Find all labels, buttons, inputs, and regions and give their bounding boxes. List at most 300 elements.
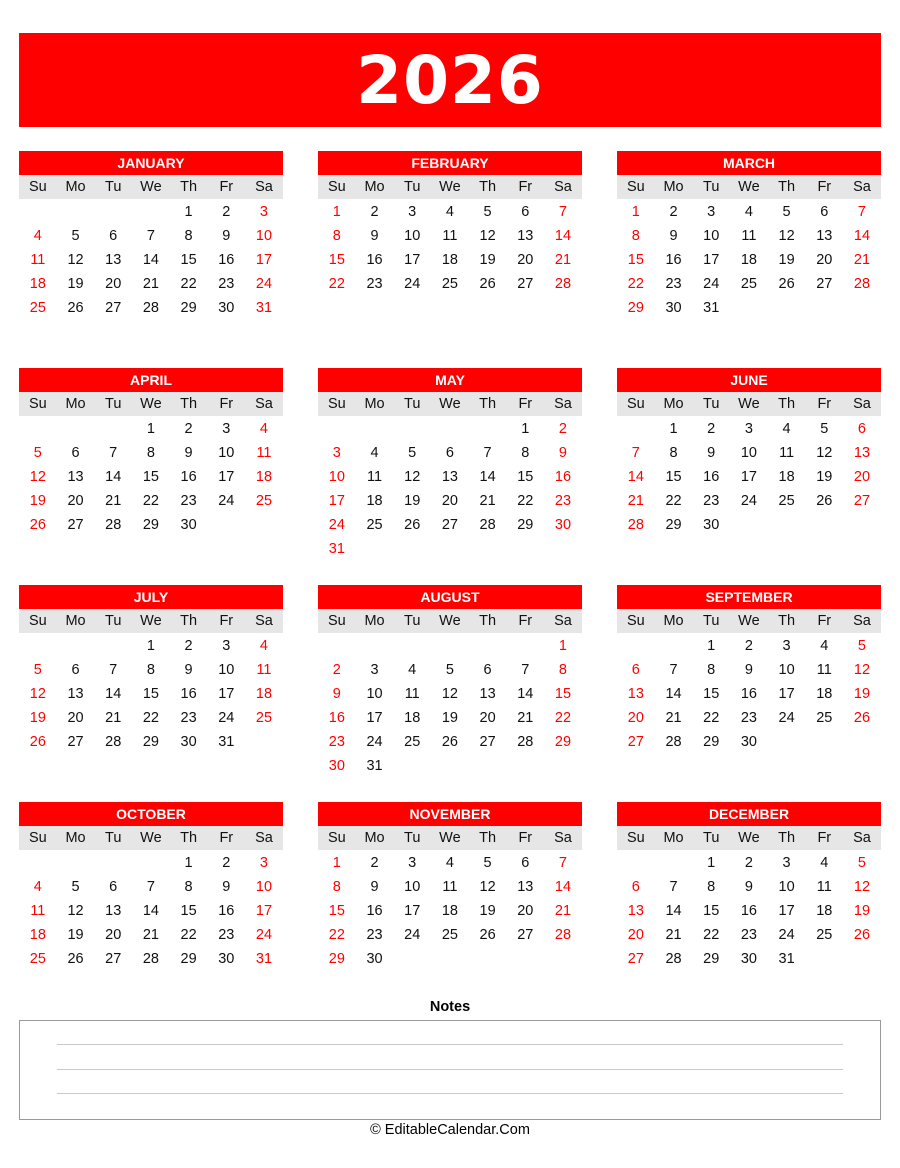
- weekday-label: Sa: [554, 396, 572, 412]
- day-cell: 25: [778, 493, 795, 509]
- day-cell: 1: [707, 638, 716, 654]
- footer-copyright: © EditableCalendar.Com: [370, 1122, 530, 1138]
- day-cell: 26: [479, 276, 496, 292]
- weekday-label: Tu: [703, 613, 720, 629]
- day-cell: 21: [554, 252, 572, 268]
- weekday-label: Mo: [65, 613, 86, 629]
- day-cell: 9: [669, 228, 678, 244]
- day-cell: 12: [816, 445, 833, 461]
- weekday-label: Su: [28, 613, 47, 629]
- day-cell: 23: [366, 927, 383, 943]
- empty-day-cell: [19, 200, 57, 224]
- weekday-label: Su: [626, 613, 645, 629]
- day-cell: 10: [703, 228, 720, 244]
- day-cell: 28: [142, 300, 159, 316]
- day-cell: 14: [554, 228, 572, 244]
- day-cell: 8: [521, 445, 530, 461]
- weekday-label: Mo: [364, 179, 385, 195]
- day-cell: 6: [631, 662, 640, 678]
- day-cell: 19: [441, 710, 458, 726]
- day-cell: 11: [30, 903, 46, 919]
- day-cell: 11: [404, 686, 420, 702]
- day-cell: 21: [554, 903, 572, 919]
- day-cell: 3: [782, 638, 791, 654]
- day-cell: 14: [665, 903, 682, 919]
- day-cell: 24: [218, 710, 235, 726]
- day-cell: 15: [180, 252, 197, 268]
- weekday-label: We: [140, 613, 162, 629]
- empty-day-cell: [469, 417, 507, 441]
- empty-day-cell: [431, 417, 469, 441]
- day-cell: 30: [554, 517, 572, 533]
- day-cell: 28: [853, 276, 871, 292]
- day-cell: 7: [558, 204, 567, 220]
- day-cell: 20: [67, 710, 84, 726]
- weekday-label: Tu: [105, 613, 122, 629]
- day-cell: 6: [820, 204, 829, 220]
- day-cell: 21: [142, 276, 159, 292]
- day-cell: 12: [404, 469, 421, 485]
- weekday-label: Su: [626, 179, 645, 195]
- day-cell: 10: [328, 469, 345, 485]
- day-grid: [318, 416, 582, 561]
- day-cell: 15: [703, 903, 720, 919]
- day-cell: 8: [146, 662, 155, 678]
- empty-day-cell: [318, 417, 356, 441]
- weekday-label: Mo: [65, 179, 86, 195]
- day-cell: 20: [441, 493, 458, 509]
- weekday-label: Sa: [853, 179, 871, 195]
- weekday-label: Fr: [817, 179, 832, 195]
- day-cell: 17: [218, 469, 235, 485]
- day-cell: 27: [67, 517, 84, 533]
- empty-day-cell: [617, 417, 655, 441]
- day-cell: 17: [703, 252, 720, 268]
- day-cell: 19: [853, 686, 871, 702]
- month-january: [19, 151, 283, 320]
- weekday-header-row: [617, 392, 881, 416]
- day-cell: 23: [366, 276, 383, 292]
- day-cell: 28: [105, 517, 122, 533]
- day-cell: 17: [328, 493, 345, 509]
- month-june: [617, 368, 881, 537]
- day-cell: 25: [255, 493, 273, 509]
- day-cell: 16: [180, 686, 197, 702]
- day-cell: 1: [558, 638, 567, 654]
- day-cell: 18: [441, 903, 458, 919]
- weekday-label: Fr: [817, 830, 832, 846]
- day-cell: 12: [853, 662, 871, 678]
- day-cell: 29: [142, 734, 159, 750]
- day-cell: 8: [707, 662, 716, 678]
- day-cell: 1: [521, 421, 530, 437]
- day-cell: 2: [744, 855, 753, 871]
- day-cell: 13: [105, 903, 122, 919]
- day-cell: 5: [445, 662, 454, 678]
- day-cell: 11: [367, 469, 383, 485]
- day-cell: 14: [517, 686, 534, 702]
- day-cell: 29: [180, 951, 197, 967]
- month-july: [19, 585, 283, 754]
- day-cell: 13: [67, 469, 84, 485]
- day-cell: 19: [816, 469, 833, 485]
- month-header: MAY: [318, 368, 582, 392]
- day-cell: 1: [146, 638, 155, 654]
- day-cell: 26: [404, 517, 421, 533]
- weekday-label: Th: [180, 613, 198, 629]
- day-cell: 6: [445, 445, 454, 461]
- day-cell: 20: [479, 710, 496, 726]
- day-cell: 15: [180, 903, 197, 919]
- day-cell: 5: [71, 228, 80, 244]
- day-cell: 9: [370, 228, 379, 244]
- weekday-label: Tu: [404, 179, 421, 195]
- weekday-label: Mo: [663, 830, 684, 846]
- day-cell: 7: [109, 445, 118, 461]
- day-cell: 10: [778, 879, 795, 895]
- month-february: [318, 151, 582, 296]
- day-cell: 16: [328, 710, 345, 726]
- empty-day-cell: [655, 851, 693, 875]
- day-cell: 8: [332, 228, 341, 244]
- day-cell: 19: [778, 252, 795, 268]
- day-cell: 1: [669, 421, 678, 437]
- day-cell: 4: [445, 204, 454, 220]
- day-cell: 1: [146, 421, 155, 437]
- day-cell: 15: [703, 686, 720, 702]
- month-may: [318, 368, 582, 561]
- day-grid: [19, 850, 283, 971]
- empty-day-cell: [57, 417, 95, 441]
- day-cell: 20: [627, 927, 644, 943]
- weekday-label: Sa: [853, 613, 871, 629]
- day-cell: 27: [816, 276, 833, 292]
- day-cell: 5: [33, 445, 42, 461]
- day-cell: 3: [370, 662, 379, 678]
- day-cell: 17: [404, 252, 421, 268]
- weekday-label: Mo: [65, 396, 86, 412]
- weekday-label: Mo: [663, 396, 684, 412]
- weekday-label: Th: [479, 179, 497, 195]
- month-october: [19, 802, 283, 971]
- day-cell: 2: [332, 662, 341, 678]
- weekday-label: We: [439, 396, 461, 412]
- day-cell: 13: [853, 445, 871, 461]
- month-header: AUGUST: [318, 585, 582, 609]
- month-november: [318, 802, 582, 971]
- day-cell: 22: [554, 710, 572, 726]
- day-cell: 24: [778, 710, 795, 726]
- weekday-header-row: [19, 392, 283, 416]
- day-cell: 3: [222, 638, 231, 654]
- weekday-label: Th: [778, 396, 796, 412]
- day-cell: 10: [218, 662, 235, 678]
- day-cell: 30: [218, 300, 235, 316]
- day-cell: 25: [29, 951, 46, 967]
- day-cell: 18: [255, 469, 273, 485]
- year-title: 2026: [356, 41, 544, 119]
- day-cell: 24: [703, 276, 720, 292]
- day-cell: 23: [703, 493, 720, 509]
- day-cell: 9: [558, 445, 567, 461]
- day-cell: 7: [669, 879, 678, 895]
- note-line: [57, 1069, 843, 1070]
- day-cell: 26: [778, 276, 795, 292]
- weekday-label: Mo: [364, 830, 385, 846]
- day-cell: 17: [778, 903, 795, 919]
- day-cell: 4: [259, 421, 268, 437]
- weekday-label: Su: [327, 830, 346, 846]
- month-december: [617, 802, 881, 971]
- day-cell: 23: [554, 493, 572, 509]
- day-cell: 2: [222, 855, 231, 871]
- weekday-label: Sa: [554, 179, 572, 195]
- day-cell: 21: [665, 927, 682, 943]
- day-cell: 19: [853, 903, 871, 919]
- day-cell: 10: [404, 879, 421, 895]
- day-cell: 14: [665, 686, 682, 702]
- day-cell: 5: [483, 204, 492, 220]
- day-cell: 30: [328, 758, 345, 774]
- month-header: JANUARY: [19, 151, 283, 175]
- weekday-label: We: [140, 396, 162, 412]
- day-cell: 25: [441, 276, 458, 292]
- weekday-label: Tu: [105, 396, 122, 412]
- day-cell: 1: [184, 855, 193, 871]
- note-line: [57, 1093, 843, 1094]
- day-cell: 11: [256, 662, 272, 678]
- day-cell: 13: [479, 686, 496, 702]
- weekday-label: Mo: [364, 396, 385, 412]
- day-cell: 14: [554, 879, 572, 895]
- day-cell: 19: [29, 710, 46, 726]
- day-cell: 20: [105, 276, 122, 292]
- weekday-label: Sa: [853, 396, 871, 412]
- day-cell: 3: [782, 855, 791, 871]
- day-cell: 27: [105, 951, 122, 967]
- weekday-label: Th: [479, 830, 497, 846]
- day-cell: 26: [441, 734, 458, 750]
- day-cell: 18: [29, 927, 46, 943]
- weekday-header-row: [617, 826, 881, 850]
- day-cell: 10: [218, 445, 235, 461]
- day-cell: 5: [408, 445, 417, 461]
- day-cell: 9: [332, 686, 341, 702]
- day-cell: 23: [218, 927, 235, 943]
- day-cell: 22: [703, 927, 720, 943]
- weekday-label: We: [738, 830, 760, 846]
- weekday-label: Sa: [255, 179, 273, 195]
- day-cell: 7: [857, 204, 866, 220]
- weekday-label: Th: [479, 396, 497, 412]
- day-cell: 4: [744, 204, 753, 220]
- day-cell: 20: [105, 927, 122, 943]
- day-cell: 3: [222, 421, 231, 437]
- weekday-label: Su: [327, 396, 346, 412]
- day-cell: 18: [816, 903, 833, 919]
- day-grid: [617, 850, 881, 971]
- weekday-header-row: [617, 175, 881, 199]
- day-cell: 7: [521, 662, 530, 678]
- day-cell: 27: [627, 734, 644, 750]
- day-cell: 27: [479, 734, 496, 750]
- weekday-label: Fr: [817, 396, 832, 412]
- day-cell: 14: [105, 469, 122, 485]
- day-cell: 15: [328, 903, 345, 919]
- day-cell: 24: [366, 734, 383, 750]
- day-cell: 22: [142, 493, 159, 509]
- day-grid: [19, 199, 283, 320]
- day-cell: 11: [256, 445, 272, 461]
- day-cell: 11: [816, 879, 832, 895]
- weekday-label: Su: [626, 830, 645, 846]
- day-cell: 9: [184, 445, 193, 461]
- day-cell: 3: [707, 204, 716, 220]
- day-cell: 2: [370, 855, 379, 871]
- day-cell: 31: [255, 300, 273, 316]
- day-cell: 1: [707, 855, 716, 871]
- day-cell: 21: [142, 927, 159, 943]
- weekday-label: We: [738, 396, 760, 412]
- day-cell: 2: [558, 421, 567, 437]
- day-cell: 14: [479, 469, 496, 485]
- day-cell: 22: [328, 927, 345, 943]
- day-cell: 30: [703, 517, 720, 533]
- month-header: MARCH: [617, 151, 881, 175]
- day-cell: 10: [366, 686, 383, 702]
- weekday-label: Mo: [364, 613, 385, 629]
- day-cell: 12: [29, 686, 46, 702]
- day-cell: 31: [703, 300, 720, 316]
- weekday-label: Fr: [518, 396, 533, 412]
- day-cell: 12: [441, 686, 458, 702]
- day-cell: 9: [222, 879, 231, 895]
- day-cell: 21: [853, 252, 871, 268]
- day-cell: 29: [554, 734, 572, 750]
- day-cell: 2: [669, 204, 678, 220]
- day-cell: 19: [67, 927, 84, 943]
- day-cell: 28: [627, 517, 644, 533]
- day-cell: 25: [740, 276, 757, 292]
- day-cell: 18: [441, 252, 458, 268]
- day-cell: 29: [627, 300, 644, 316]
- empty-day-cell: [57, 634, 95, 658]
- month-header: JULY: [19, 585, 283, 609]
- day-cell: 5: [483, 855, 492, 871]
- day-cell: 18: [255, 686, 273, 702]
- day-cell: 13: [816, 228, 833, 244]
- day-cell: 21: [105, 493, 122, 509]
- day-cell: 17: [404, 903, 421, 919]
- day-cell: 11: [741, 228, 757, 244]
- day-cell: 24: [218, 493, 235, 509]
- day-cell: 8: [146, 445, 155, 461]
- day-grid: [318, 199, 582, 296]
- weekday-label: We: [439, 179, 461, 195]
- day-cell: 17: [255, 252, 273, 268]
- weekday-label: Mo: [663, 613, 684, 629]
- day-cell: 25: [404, 734, 421, 750]
- day-cell: 16: [366, 903, 383, 919]
- day-cell: 2: [222, 204, 231, 220]
- day-cell: 26: [816, 493, 833, 509]
- weekday-header-row: [318, 175, 582, 199]
- weekday-label: We: [439, 613, 461, 629]
- day-cell: 5: [820, 421, 829, 437]
- day-cell: 11: [779, 445, 795, 461]
- empty-day-cell: [393, 417, 431, 441]
- day-cell: 13: [517, 228, 534, 244]
- day-cell: 28: [142, 951, 159, 967]
- day-cell: 16: [554, 469, 572, 485]
- day-cell: 8: [707, 879, 716, 895]
- day-cell: 23: [328, 734, 345, 750]
- empty-day-cell: [57, 200, 95, 224]
- day-cell: 30: [740, 734, 757, 750]
- day-cell: 16: [703, 469, 720, 485]
- day-cell: 4: [370, 445, 379, 461]
- notes-box[interactable]: [19, 1020, 881, 1120]
- weekday-label: Fr: [518, 830, 533, 846]
- weekday-label: Tu: [703, 396, 720, 412]
- day-cell: 27: [67, 734, 84, 750]
- day-cell: 31: [255, 951, 273, 967]
- day-cell: 29: [517, 517, 534, 533]
- day-cell: 16: [218, 252, 235, 268]
- day-cell: 22: [517, 493, 534, 509]
- weekday-label: Tu: [703, 179, 720, 195]
- day-cell: 25: [816, 710, 833, 726]
- day-cell: 18: [404, 710, 421, 726]
- day-cell: 14: [627, 469, 644, 485]
- day-cell: 19: [29, 493, 46, 509]
- day-cell: 7: [109, 662, 118, 678]
- day-cell: 19: [67, 276, 84, 292]
- day-cell: 17: [778, 686, 795, 702]
- day-cell: 19: [479, 903, 496, 919]
- day-cell: 13: [627, 686, 644, 702]
- empty-day-cell: [19, 417, 57, 441]
- day-cell: 7: [631, 445, 640, 461]
- day-cell: 31: [328, 541, 345, 557]
- day-cell: 9: [744, 662, 753, 678]
- empty-day-cell: [19, 634, 57, 658]
- day-cell: 16: [180, 469, 197, 485]
- day-cell: 17: [740, 469, 757, 485]
- empty-day-cell: [356, 634, 394, 658]
- day-cell: 25: [441, 927, 458, 943]
- empty-day-cell: [57, 851, 95, 875]
- day-cell: 6: [109, 879, 118, 895]
- day-cell: 20: [517, 903, 534, 919]
- day-cell: 7: [558, 855, 567, 871]
- day-cell: 3: [408, 855, 417, 871]
- day-cell: 12: [479, 228, 496, 244]
- empty-day-cell: [431, 634, 469, 658]
- day-cell: 21: [627, 493, 644, 509]
- day-cell: 26: [853, 710, 871, 726]
- day-cell: 30: [740, 951, 757, 967]
- day-cell: 20: [853, 469, 871, 485]
- weekday-label: Th: [180, 830, 198, 846]
- day-cell: 26: [853, 927, 871, 943]
- day-cell: 10: [740, 445, 757, 461]
- empty-day-cell: [617, 851, 655, 875]
- day-cell: 21: [479, 493, 496, 509]
- day-cell: 4: [820, 855, 829, 871]
- day-cell: 25: [255, 710, 273, 726]
- notes-title: Notes: [429, 999, 471, 1015]
